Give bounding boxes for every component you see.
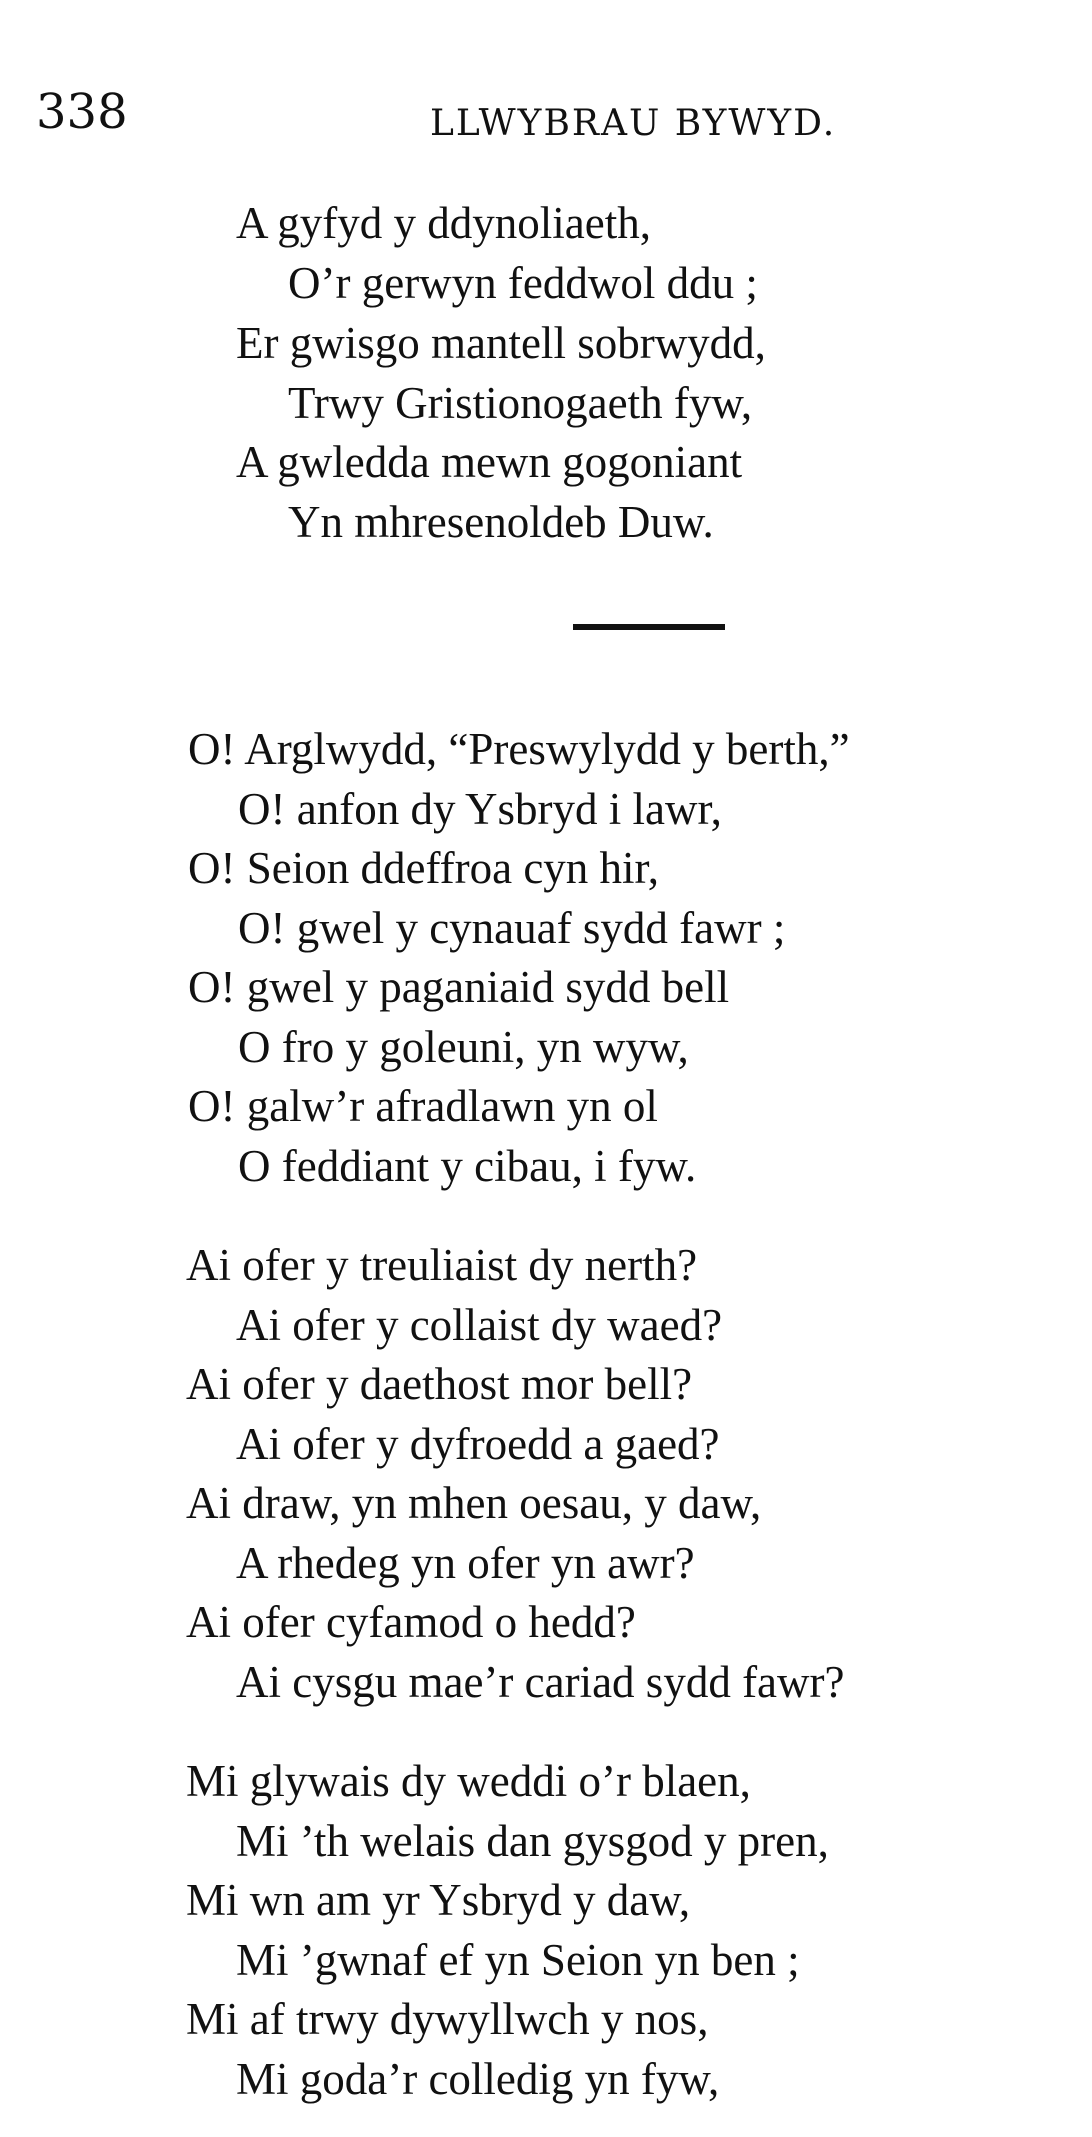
verse-line: O fro y goleuni, yn wyw, — [238, 1022, 689, 1072]
verse-line: Mi af trwy dywyllwch y nos, — [186, 1994, 709, 2044]
verse-line: Trwy Gristionogaeth fyw, — [288, 378, 753, 428]
verse-line: Mi wn am yr Ysbryd y daw, — [186, 1875, 691, 1925]
verse-line: Mi goda’r colledig yn fyw, — [236, 2054, 720, 2104]
verse-line: Ai ofer y collaist dy waed? — [236, 1300, 723, 1350]
verse-line: O! gwel y cynauaf sydd fawr ; — [238, 903, 786, 953]
verse-line: A gwledda mewn gogoniant — [236, 437, 743, 487]
verse-line: Mi ’th welais dan gysgod y pren, — [236, 1816, 829, 1866]
verse-line: Ai ofer cyfamod o hedd? — [186, 1597, 636, 1647]
verse-line: O! Seion ddeffroa cyn hir, — [188, 843, 659, 893]
verse-line: Mi glywais dy weddi o’r blaen, — [186, 1756, 751, 1806]
running-title: LLWYBRAU BYWYD. — [430, 103, 837, 144]
verse-line: Ai ofer y treuliaist dy nerth? — [186, 1240, 698, 1290]
verse-line: O! anfon dy Ysbryd i lawr, — [238, 784, 722, 834]
section-divider — [573, 624, 725, 630]
verse-line: O feddiant y cibau, i fyw. — [238, 1141, 697, 1191]
verse-line: Yn mhresenoldeb Duw. — [288, 497, 714, 547]
verse-line: Ai ofer y daethost mor bell? — [186, 1359, 693, 1409]
verse-line: A rhedeg yn ofer yn awr? — [236, 1538, 695, 1588]
verse-line: Ai ofer y dyfroedd a gaed? — [236, 1419, 720, 1469]
verse-line: Er gwisgo mantell sobrwydd, — [236, 318, 766, 368]
verse-line: Mi ’gwnaf ef yn Seion yn ben ; — [236, 1935, 800, 1985]
verse-line: Ai cysgu mae’r cariad sydd fawr? — [236, 1657, 845, 1707]
verse-line: O! Arglwydd, “Preswylydd y berth,” — [188, 724, 850, 774]
page-number: 338 — [36, 84, 128, 140]
verse-line: O’r gerwyn feddwol ddu ; — [288, 258, 758, 308]
verse-line: O! galw’r afradlawn yn ol — [188, 1081, 658, 1131]
verse-line: A gyfyd y ddynoliaeth, — [236, 198, 651, 248]
verse-line: O! gwel y paganiaid sydd bell — [188, 962, 730, 1012]
verse-line: Ai draw, yn mhen oesau, y daw, — [186, 1478, 762, 1528]
